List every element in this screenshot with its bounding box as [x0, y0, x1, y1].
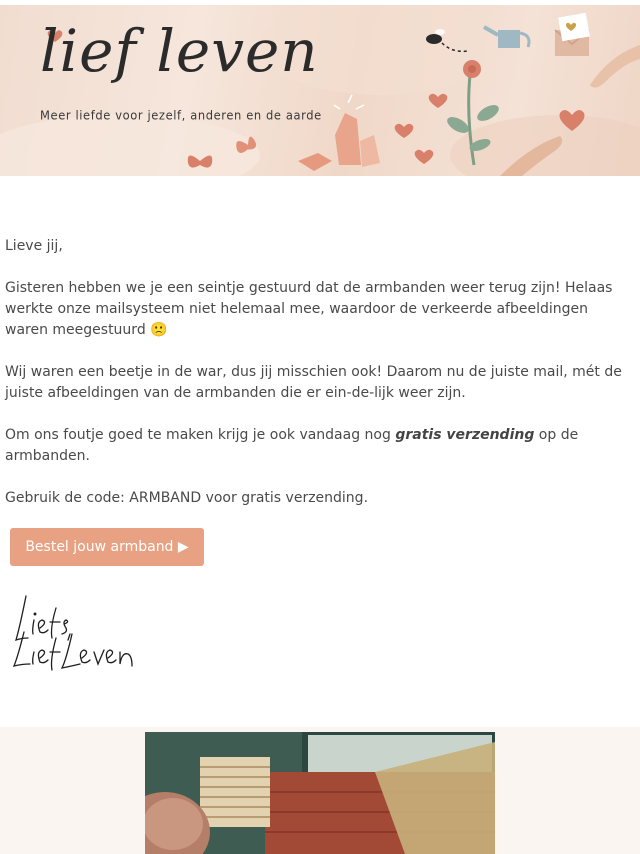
logo[interactable]: lief leven	[40, 17, 319, 85]
order-bracelet-button[interactable]: Bestel jouw armband ▶	[10, 528, 204, 566]
heart-icon	[415, 150, 434, 164]
paragraph-2: Wij waren een beetje in de war, dus jij misschien ook! Daarom nu de juiste mail, mét de juiste afbeeldingen van de armbanden die er ein-de-lijk weer zijn.	[5, 364, 622, 401]
hand-icon	[590, 45, 640, 88]
product-photo[interactable]	[145, 732, 495, 854]
heart-icon	[429, 94, 448, 108]
header-banner	[0, 5, 640, 176]
message-body	[5, 236, 633, 530]
signature	[12, 590, 142, 680]
envelope-icon	[555, 13, 590, 56]
paragraph-4: Gebruik de code: ARMBAND voor gratis verzending.	[5, 490, 369, 506]
paragraph-1: Gisteren hebben we je een seintje gestuurd dat de armbanden weer terug zijn! Helaas werkte onze mailsysteem niet helemaal mee, waardoor de verkeerde afbeeldingen waren meegestuurd 🙁	[5, 280, 613, 338]
product-photo-image	[145, 732, 495, 854]
free-shipping-emphasis: gratis verzending	[395, 427, 535, 443]
paragraph-3-start: Om ons foutje goed te maken krijg je ook vandaag nog	[5, 427, 396, 443]
paragraph-3-end: op de armbanden.	[5, 427, 579, 464]
signature-drawing	[12, 590, 142, 680]
tagline: Meer liefde voor jezelf, anderen en de aarde	[40, 107, 322, 123]
heart-icon	[395, 124, 414, 138]
paragraph-3	[5, 425, 633, 467]
greeting: Lieve jij,	[5, 238, 63, 254]
